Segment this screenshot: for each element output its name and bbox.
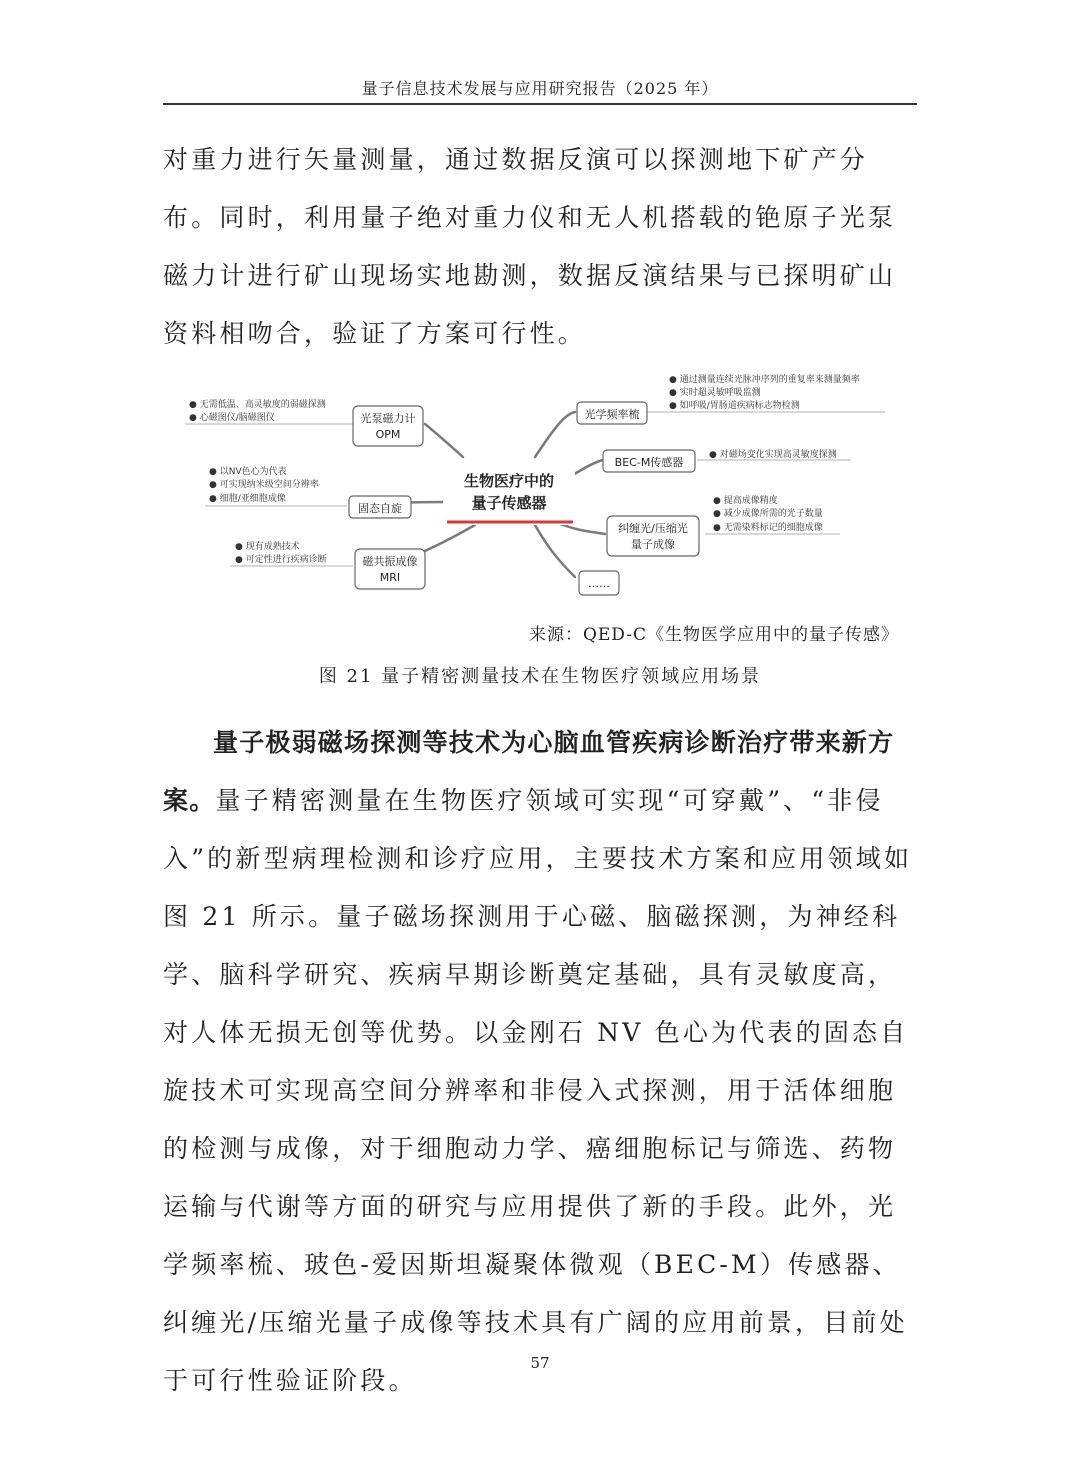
svg-text:纠缠光/压缩光: 纠缠光/压缩光 <box>618 522 688 535</box>
svg-text:量子成像: 量子成像 <box>631 538 675 551</box>
node-entangled-light-imaging <box>607 494 823 556</box>
node-solid-state-spin <box>209 465 411 518</box>
svg-text:● 无需低温、高灵敏度的弱磁探测: ● 无需低温、高灵敏度的弱磁探测 <box>189 400 326 410</box>
svg-text:● 以NV色心为代表: ● 以NV色心为代表 <box>209 467 287 477</box>
body-paragraph-2 <box>163 714 917 1410</box>
node-opm <box>189 398 423 446</box>
svg-text:光泵磁力计: 光泵磁力计 <box>360 412 416 425</box>
svg-text:● 细胞/亚细胞成像: ● 细胞/亚细胞成像 <box>209 494 286 504</box>
branch-line-comb <box>535 412 575 457</box>
figure-source: 来源：QED-C《生物医学应用中的量子传感》 <box>528 625 899 645</box>
svg-text:BEC-M传感器: BEC-M传感器 <box>614 456 684 469</box>
node-mri <box>235 540 425 589</box>
branch-line-opm <box>425 424 463 457</box>
center-topic-line2: 量子传感器 <box>471 494 547 512</box>
svg-text:● 对磁场变化实现高灵敏度探测: ● 对磁场变化实现高灵敏度探测 <box>709 450 837 460</box>
paragraph-body: 量子精密测量在生物医疗领域可实现“可穿戴”、“非侵入”的新型病理检测和诊疗应用，主要技术方案和应用领域如图 21 所示。量子磁场探测用于心磁、脑磁探测，为神经科学、脑科学研究、疾病早期诊断奠定基础，具有灵敏度高，对人体无损无创等优势。以金刚石 NV 色心为代表的固态自旋技术可实现高空间分辨率和非侵入式探测，用于活体细胞的检测与成像，对于细胞动力学、癌细胞标记与筛选、药物运输与代谢等方面的研究与应用提供了新的手段。此外，光学频率梳、玻色-爱因斯坦凝聚体微观（BEC-M）传感器、纠缠光/压缩光量子成像等技术具有广阔的应用前景，目前处于可行性验证阶段。 <box>163 786 913 1395</box>
node-optical-frequency-comb <box>577 373 860 424</box>
svg-text:● 提高成像精度: ● 提高成像精度 <box>713 496 778 506</box>
node-more <box>579 571 619 595</box>
svg-text:● 实时超灵敏呼吸监测: ● 实时超灵敏呼吸监测 <box>669 388 761 398</box>
svg-text:光学频率梳: 光学频率梳 <box>584 408 640 421</box>
body-paragraph-1: 对重力进行矢量测量，通过数据反演可以探测地下矿产分布。同时，利用量子绝对重力仪和无人机搭载的铯原子光泵磁力计进行矿山现场实地勘测，数据反演结果与已探明矿山资料相吻合，验证了方案可行性。 <box>163 145 897 348</box>
svg-text:……: …… <box>588 577 610 590</box>
svg-text:● 心磁图仪/脑磁图仪: ● 心磁图仪/脑磁图仪 <box>189 413 275 423</box>
header-divider <box>163 103 917 105</box>
svg-text:● 通过测量连续光脉冲序列的重复率来测量频率: ● 通过测量连续光脉冲序列的重复率来测量频率 <box>669 375 860 385</box>
branch-line-more <box>535 525 575 577</box>
mind-map-figure <box>175 362 895 607</box>
center-topic-line1: 生物医疗中的 <box>463 472 555 490</box>
svg-text:● 如呼吸/胃肠道疾病标志物检测: ● 如呼吸/胃肠道疾病标志物检测 <box>669 401 800 411</box>
svg-text:● 可实现纳米级空间分辨率: ● 可实现纳米级空间分辨率 <box>209 480 319 490</box>
svg-text:固态自旋: 固态自旋 <box>358 502 402 515</box>
svg-text:● 无需染料标记的细胞成像: ● 无需染料标记的细胞成像 <box>713 523 823 533</box>
figure-caption: 图 21 量子精密测量技术在生物医疗领域应用场景 <box>318 666 762 687</box>
svg-text:● 可定性进行疾病诊断: ● 可定性进行疾病诊断 <box>235 555 327 565</box>
svg-text:MRI: MRI <box>379 571 401 584</box>
paragraph-lead-sentence: 量子极弱磁场探测等技术为心脑血管疾病诊断治疗带来新方案。 <box>163 728 895 815</box>
svg-text:磁共振成像: 磁共振成像 <box>362 555 418 568</box>
running-header: 量子信息技术发展与应用研究报告（2025 年） <box>361 79 719 98</box>
svg-text:● 现有成熟技术: ● 现有成熟技术 <box>235 542 300 552</box>
center-topic <box>443 459 575 525</box>
svg-text:OPM: OPM <box>375 428 401 441</box>
svg-text:● 减少成像所需的光子数量: ● 减少成像所需的光子数量 <box>713 509 823 519</box>
page-number: 57 <box>530 1354 550 1372</box>
